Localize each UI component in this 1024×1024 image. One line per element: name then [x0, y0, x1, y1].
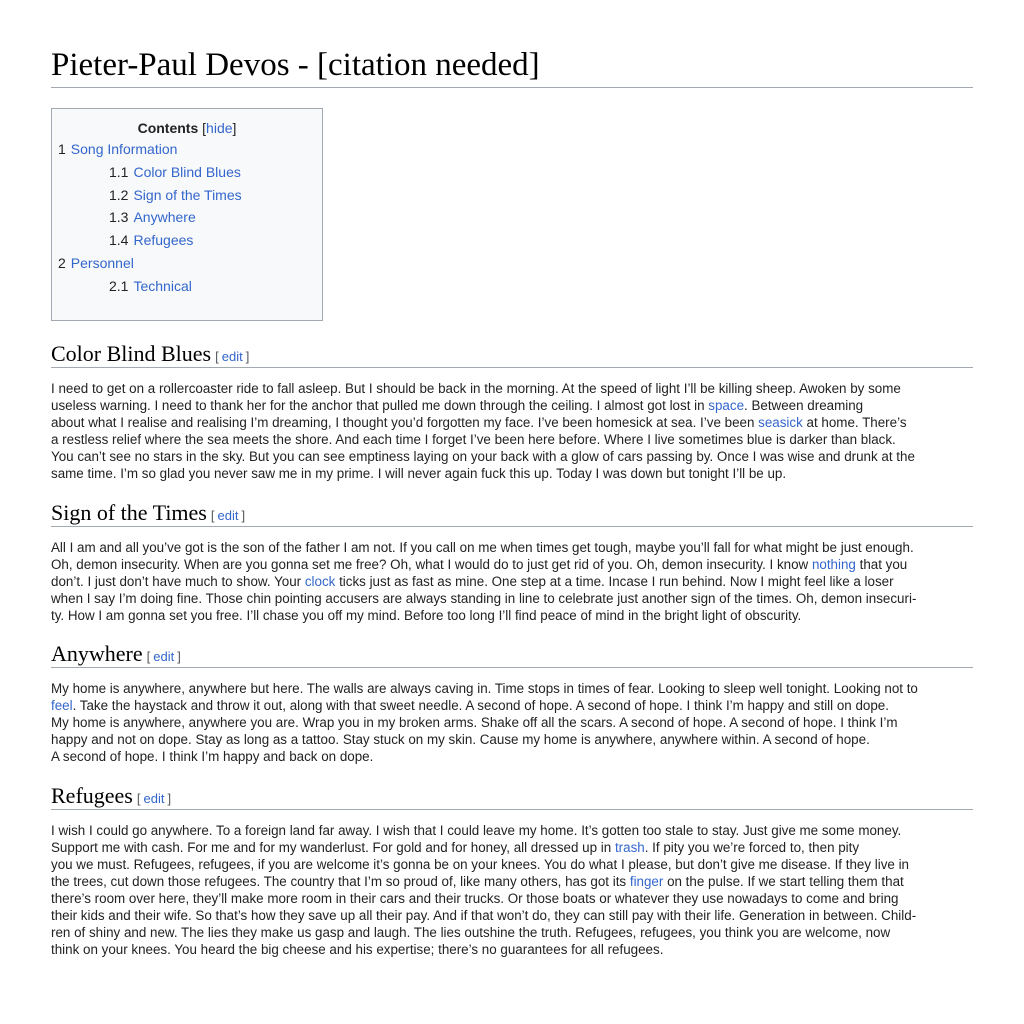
toc-title: Contents	[137, 120, 199, 136]
edit-link[interactable]: edit	[153, 649, 175, 665]
toc-item-number: 1.4	[109, 232, 129, 249]
text-run: All I am and all you’ve got is the son of the father I am not. If you call on me when times get tough, maybe you’ll fall for what might be just enough.	[51, 539, 914, 555]
text-run: don’t. I just don’t have much to show. Your	[51, 573, 305, 589]
paragraph-line	[51, 573, 973, 590]
text-run: ren of shiny and new. The lies they make us gasp and laugh. The lies outshine the truth. Refugees, refugees, you think you are welcome, now	[51, 925, 891, 941]
inline-link[interactable]: space	[708, 398, 745, 414]
section-heading-text: Refugees	[51, 782, 133, 808]
text-run: ticks just as fast as mine. One step at a time. Incase I run behind. Now I might feel like a loser	[335, 573, 894, 589]
paragraph-line	[51, 924, 973, 941]
inline-link[interactable]: nothing	[811, 556, 856, 572]
section	[51, 500, 973, 624]
inline-link[interactable]: trash	[614, 839, 645, 855]
section-heading-text: Anywhere	[51, 641, 143, 667]
toc-item-link[interactable]: Refugees	[133, 232, 194, 249]
edit-section	[211, 508, 245, 523]
paragraph-line	[51, 856, 973, 873]
paragraph-line	[51, 539, 973, 556]
inline-link[interactable]: finger	[629, 873, 664, 889]
paragraph-line	[51, 414, 973, 431]
edit-section	[137, 791, 171, 806]
text-run: I need to get on a rollercoaster ride to fall asleep. But I should be back in the morning. At the speed of light I’ll be killing sheep. Awoken by some	[51, 381, 901, 396]
toc-item-link[interactable]: Personnel	[70, 254, 134, 271]
paragraph-line	[51, 397, 973, 414]
toc-item-number: 1.2	[109, 186, 129, 203]
text-run: My home is anywhere, anywhere you are. Wrap you in my broken arms. Shake off all the scars. A second of hope. A second of hope. I think I’m	[51, 715, 898, 731]
paragraph-line	[51, 941, 973, 958]
toc-item[interactable]	[52, 206, 322, 229]
edit-link[interactable]: edit	[217, 507, 239, 523]
edit-section	[215, 349, 249, 364]
toc-item-link[interactable]: Anywhere	[133, 209, 196, 226]
paragraph-line	[51, 607, 973, 624]
paragraph-line	[51, 680, 973, 697]
edit-bracket-open: [	[146, 649, 151, 665]
text-run: Support me with cash. For me and for my wanderlust. For gold and for honey, all dressed up in	[51, 839, 615, 855]
toc-hide-bracket-open: [	[202, 120, 207, 136]
text-run: a restless relief where the sea meets the shore. And each time I forget I’ve been here before. Where I live sometimes blue is darker than black.	[51, 432, 896, 448]
text-run: happy and not on dope. Stay as long as a tattoo. Stay stuck on my skin. Cause my home is anywhere, anywhere within. A second of hope.	[51, 732, 870, 748]
toc-item-number: 1.1	[109, 163, 129, 180]
text-run: think on your knees. You heard the big cheese and his expertise; there’s no guarantees for all refugees.	[51, 942, 664, 958]
paragraph-line	[51, 822, 973, 839]
text-run: that you	[855, 556, 908, 572]
text-run: their kids and their wife. So that’s how they save up all their pay. And if that won’t do, they can still pay with their life. Generation in between. Child-	[51, 907, 917, 923]
paragraph-line	[51, 448, 973, 465]
text-run: My home is anywhere, anywhere but here. The walls are always caving in. Time stops in times of fear. Looking to sleep well tonight. Looking not to	[51, 681, 918, 697]
edit-bracket-close: ]	[177, 649, 181, 665]
inline-link[interactable]: feel	[51, 698, 73, 714]
paragraph-line	[51, 731, 973, 748]
text-run: I wish I could go anywhere. To a foreign land far away. I wish that I could leave my home. It’s gotten too stale to stay. Just give me some money.	[51, 822, 902, 838]
toc-item-link[interactable]: Color Blind Blues	[133, 163, 241, 180]
toc-item[interactable]	[52, 138, 322, 161]
toc-item[interactable]	[52, 252, 322, 275]
edit-bracket-open: [	[210, 507, 215, 523]
page-title: Pieter-Paul Devos - [citation needed]	[51, 0, 973, 88]
paragraph-line	[51, 907, 973, 924]
toc-item-number: 1	[58, 141, 66, 157]
text-run: . Take the haystack and throw it out, along with that sweet needle. A second of hope. A second of hope. I think I’m happy and still on dope.	[72, 698, 889, 714]
section-heading-text: Color Blind Blues	[51, 341, 212, 366]
text-run: on the pulse. If we start telling them that	[663, 873, 904, 889]
inline-link[interactable]: clock	[304, 573, 336, 589]
text-run: Oh, demon insecurity. When are you gonna set me free? Oh, what I would do to just get rid of you. Oh, demon insecurity. I know	[51, 556, 812, 572]
section	[51, 341, 973, 483]
table-of-contents	[51, 108, 323, 321]
paragraph-line	[51, 748, 973, 765]
edit-link[interactable]: edit	[143, 790, 165, 806]
edit-bracket-open: [	[136, 790, 141, 806]
text-run: ty. How I am gonna set you free. I’ll chase you off my mind. Before too long I’ll find peace of mind in the bright light of obscurity.	[51, 607, 802, 623]
section-paragraph	[51, 822, 973, 959]
paragraph-line	[51, 556, 973, 573]
toc-item-link[interactable]: Song Information	[70, 141, 178, 157]
text-run: when I say I’m doing fine. Those chin pointing accusers are always standing in line to celebrate just another sign of the times. Oh, demon insecuri-	[51, 590, 917, 606]
article	[51, 0, 973, 958]
text-run: . Between dreaming	[744, 398, 864, 414]
section-paragraph	[51, 539, 973, 624]
toc-header	[52, 109, 322, 138]
paragraph-line	[51, 714, 973, 731]
paragraph-line	[51, 431, 973, 448]
text-run: useless warning. I need to thank her for the anchor that pulled me down through the ceiling. I almost got lost in	[51, 398, 709, 414]
toc-item-number: 2.1	[109, 277, 129, 294]
paragraph-line	[51, 839, 973, 856]
section-heading	[51, 500, 973, 527]
toc-item[interactable]	[52, 161, 322, 184]
toc-item[interactable]	[52, 184, 322, 207]
paragraph-line	[51, 590, 973, 607]
paragraph-line	[51, 380, 973, 397]
edit-bracket-open: [	[215, 349, 219, 364]
text-run: A second of hope. I think I’m happy and back on dope.	[51, 749, 374, 765]
toc-item-link[interactable]: Sign of the Times	[133, 186, 242, 203]
paragraph-line	[51, 890, 973, 907]
text-run: the trees, cut down those refugees. The country that I’m so proud of, like many others, has got its	[51, 873, 630, 889]
section-paragraph	[51, 680, 973, 765]
edit-link[interactable]: edit	[221, 349, 243, 364]
toc-item-number: 2	[58, 254, 66, 271]
toc-item-link[interactable]: Technical	[133, 277, 192, 294]
section-heading	[51, 783, 973, 810]
text-run: about what I realise and realising I’m dreaming, I thought you’d forgotten my face. I’ve been homesick at sea. I’ve been	[51, 415, 759, 431]
toc-hide-bracket-close: ]	[232, 120, 237, 136]
text-run: at home. There’s	[802, 415, 907, 431]
text-run: . If pity you we’re forced to, then pity	[644, 839, 860, 855]
text-run: same time. I’m so glad you never saw me in my prime. I will never again fuck this up. Today I was down but tonight I’ll be up.	[51, 466, 787, 482]
paragraph-line	[51, 873, 973, 890]
text-run: You can’t see no stars in the sky. But you can see emptiness laying on your back with a glow of cars passing by. Once I was wise and drunk at the	[51, 449, 915, 465]
edit-bracket-close: ]	[245, 349, 250, 364]
edit-bracket-close: ]	[241, 507, 246, 523]
text-run: there’s room over here, they’ll make more room in their cars and their trucks. Or those boats or whatever they use nowadays to come and bring	[51, 890, 899, 906]
toc-item[interactable]	[52, 275, 322, 298]
section-heading	[51, 341, 973, 368]
section-paragraph	[51, 380, 973, 483]
section	[51, 641, 973, 765]
text-run: you we must. Refugees, refugees, if you are welcome it’s gonna be on your knees. You do what I please, but don’t give me disease. If they live in	[51, 856, 910, 872]
paragraph-line	[51, 697, 973, 714]
section-heading	[51, 641, 973, 668]
article-body	[51, 341, 973, 958]
toc-hide-link[interactable]: hide	[206, 120, 233, 136]
toc-list	[52, 138, 322, 298]
paragraph-line	[51, 465, 973, 482]
toc-item-number: 1.3	[109, 209, 129, 226]
toc-item[interactable]	[52, 229, 322, 252]
inline-link[interactable]: seasick	[758, 415, 803, 431]
section	[51, 783, 973, 959]
edit-section	[147, 649, 181, 664]
edit-bracket-close: ]	[167, 790, 172, 806]
section-heading-text: Sign of the Times	[51, 499, 207, 525]
